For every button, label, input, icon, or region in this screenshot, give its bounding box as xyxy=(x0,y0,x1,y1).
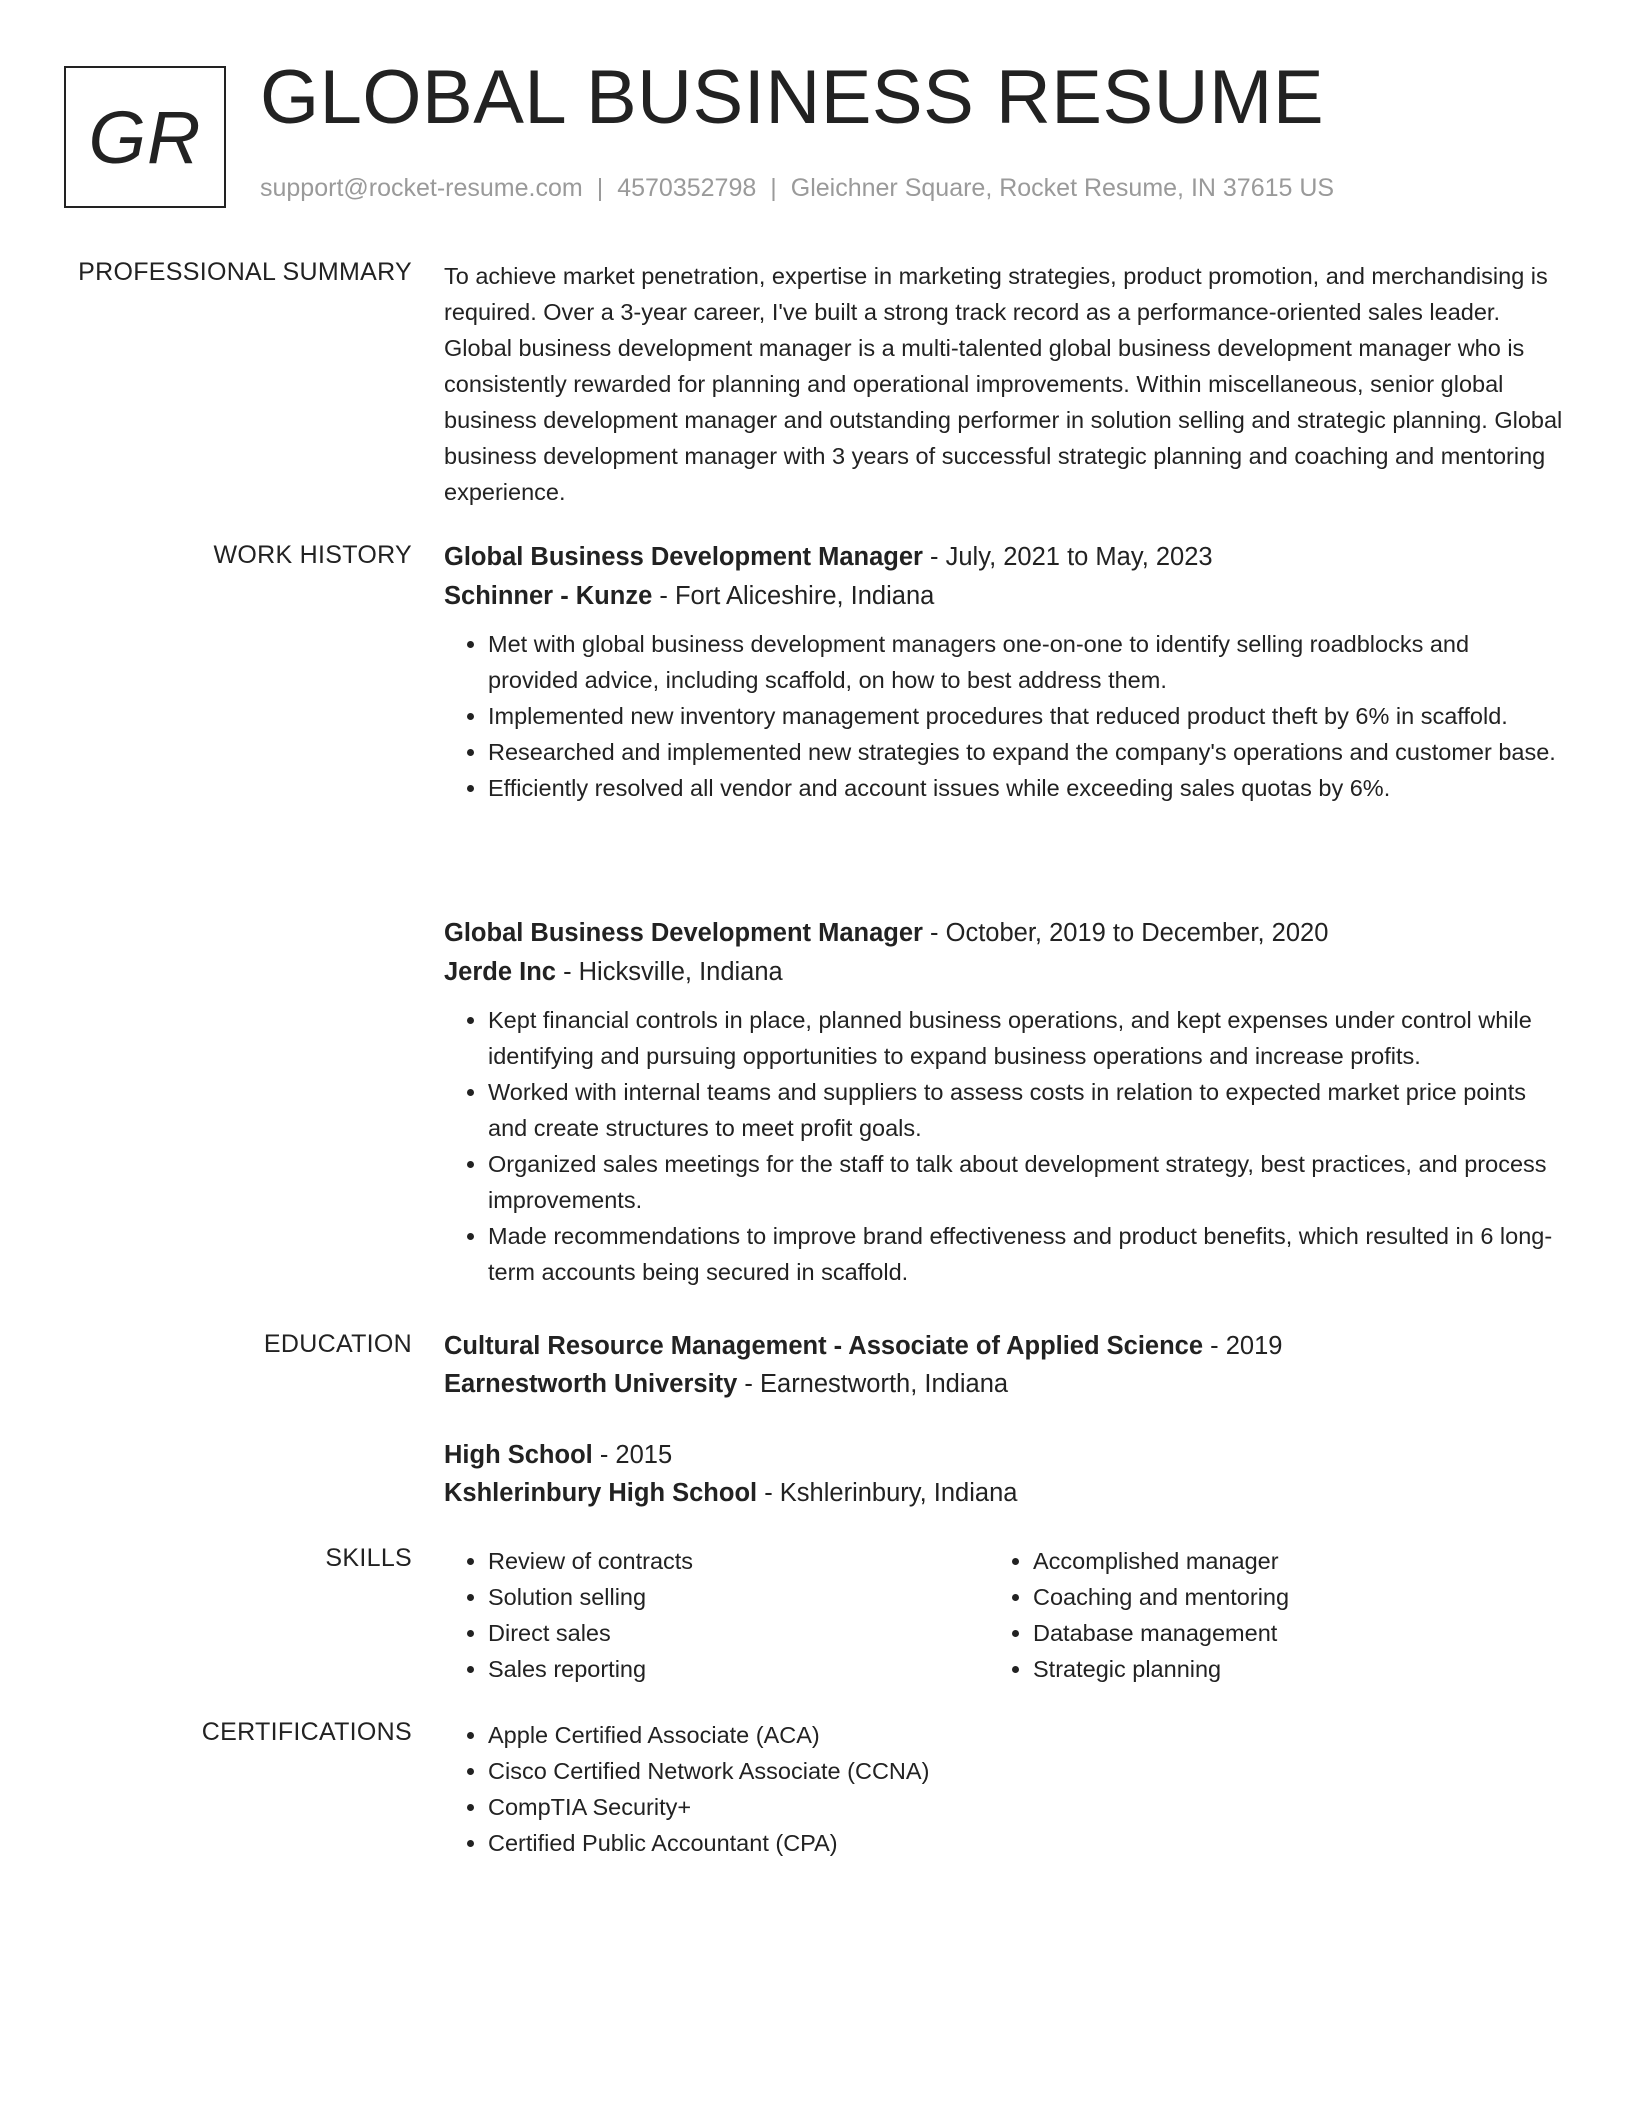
skill-item: • Database management xyxy=(1033,1615,1534,1651)
education-school-line xyxy=(444,1474,1564,1512)
section-label-certifications: CERTIFICATIONS xyxy=(201,1718,412,1746)
job-dates: - July, 2021 to May, 2023 xyxy=(922,543,1213,571)
contact-email[interactable]: support@rocket-resume.com xyxy=(260,174,583,202)
skill-item: • Coaching and mentoring xyxy=(1033,1579,1534,1615)
job-bullet: • Met with global business development managers one-on-one to identify selling roadblocks and provided advice, including scaffold, on how to best address them. xyxy=(488,626,1564,698)
work-history-section-2 xyxy=(444,914,1564,1290)
monogram-logo xyxy=(64,66,226,208)
education-section xyxy=(444,1327,1564,1403)
skills-section xyxy=(444,1543,1564,1687)
job-bullet: • Efficiently resolved all vendor and account issues while exceeding sales quotas by 6%. xyxy=(488,770,1564,806)
education-degree: Cultural Resource Management - Associate of Applied Science xyxy=(444,1332,1204,1360)
summary-section xyxy=(444,258,1564,510)
certifications-list xyxy=(444,1717,1564,1861)
certification-item: • CompTIA Security+ xyxy=(488,1789,1564,1825)
contact-separator: | xyxy=(770,174,777,202)
education-school: Earnestworth University xyxy=(444,1370,738,1398)
education-location: - Earnestworth, Indiana xyxy=(737,1370,1009,1398)
contact-address: Gleichner Square, Rocket Resume, IN 37615 US xyxy=(790,174,1335,202)
job-bullets xyxy=(444,626,1564,806)
education-year: - 2019 xyxy=(1203,1332,1283,1360)
skill-item: • Solution selling xyxy=(488,1579,989,1615)
skill-item: • Direct sales xyxy=(488,1615,989,1651)
education-school-line xyxy=(444,1365,1564,1403)
certification-item: • Apple Certified Associate (ACA) xyxy=(488,1717,1564,1753)
job-bullets xyxy=(444,1002,1564,1290)
section-label-skills: SKILLS xyxy=(325,1544,412,1572)
education-year: - 2015 xyxy=(592,1441,673,1469)
education-degree-line xyxy=(444,1436,1564,1474)
contact-line xyxy=(260,174,1334,203)
contact-separator: | xyxy=(596,174,604,202)
job-entry xyxy=(444,538,1564,806)
skills-columns xyxy=(444,1543,1564,1687)
job-title: Global Business Development Manager xyxy=(444,543,923,571)
job-location: - Hicksville, Indiana xyxy=(555,958,783,986)
skill-item: • Sales reporting xyxy=(488,1651,989,1687)
job-company-line xyxy=(444,952,1564,992)
education-school: Kshlerinbury High School xyxy=(444,1479,758,1507)
skill-item: • Review of contracts xyxy=(488,1543,989,1579)
work-history-section xyxy=(444,538,1564,806)
job-company: Jerde Inc xyxy=(444,958,556,986)
section-label-education: EDUCATION xyxy=(263,1330,412,1358)
section-label-work-history: WORK HISTORY xyxy=(213,541,412,569)
skills-list-right xyxy=(989,1543,1534,1687)
job-company-line xyxy=(444,576,1564,616)
skill-item: • Accomplished manager xyxy=(1033,1543,1534,1579)
monogram-text: GR xyxy=(88,95,202,179)
job-entry xyxy=(444,914,1564,1290)
job-bullet: • Researched and implemented new strategies to expand the company's operations and customer base. xyxy=(488,734,1564,770)
certifications-section xyxy=(444,1717,1564,1861)
summary-text: To achieve market penetration, expertise in marketing strategies, product promotion, and merchandising is required. Over a 3-year career, I've built a strong track record as a performance-oriented sales leader. Global business development manager is a multi-talented global business development manager who is consistently rewarded for planning and operational improvements. Within miscellaneous, senior global business development manager and outstanding performer in solution selling and strategic planning. Global business development manager with 3 years of successful strategic planning and coaching and mentoring experience. xyxy=(444,263,1563,505)
job-bullet: • Kept financial controls in place, planned business operations, and kept expenses under control while identifying and pursuing opportunities to expand business operations and increase profits. xyxy=(488,1002,1564,1074)
contact-phone[interactable]: 4570352798 xyxy=(617,174,757,202)
certification-item: • Certified Public Accountant (CPA) xyxy=(488,1825,1564,1861)
education-entry xyxy=(444,1327,1564,1403)
education-section-2 xyxy=(444,1436,1564,1512)
education-degree-line xyxy=(444,1327,1564,1365)
resume-title: GLOBAL BUSINESS RESUME xyxy=(260,55,1325,140)
education-degree: High School xyxy=(444,1441,593,1469)
section-label-summary: PROFESSIONAL SUMMARY xyxy=(78,258,412,286)
job-title-line xyxy=(444,538,1564,576)
job-location: - Fort Aliceshire, Indiana xyxy=(652,582,935,610)
education-entry xyxy=(444,1436,1564,1512)
job-dates: - October, 2019 to December, 2020 xyxy=(922,919,1329,947)
job-title: Global Business Development Manager xyxy=(444,919,923,947)
job-company: Schinner - Kunze xyxy=(444,582,653,610)
skill-item: • Strategic planning xyxy=(1033,1651,1534,1687)
certification-item: • Cisco Certified Network Associate (CCNA) xyxy=(488,1753,1564,1789)
education-location: - Kshlerinbury, Indiana xyxy=(757,1479,1018,1507)
job-bullet: • Made recommendations to improve brand effectiveness and product benefits, which resulted in 6 long-term accounts being secured in scaffold. xyxy=(488,1218,1564,1290)
job-bullet: • Organized sales meetings for the staff to talk about development strategy, best practices, and process improvements. xyxy=(488,1146,1564,1218)
job-title-line xyxy=(444,914,1564,952)
job-bullet: • Implemented new inventory management procedures that reduced product theft by 6% in scaffold. xyxy=(488,698,1564,734)
job-bullet: • Worked with internal teams and suppliers to assess costs in relation to expected market price points and create structures to meet profit goals. xyxy=(488,1074,1564,1146)
skills-list-left xyxy=(444,1543,989,1687)
